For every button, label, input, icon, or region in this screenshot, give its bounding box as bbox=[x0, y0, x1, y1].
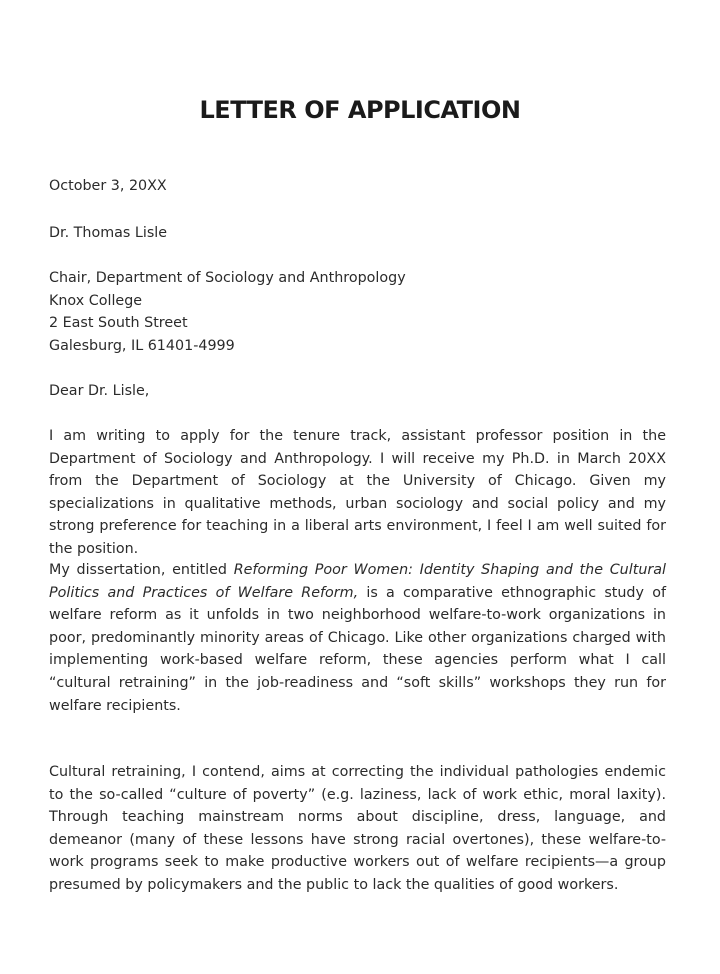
paragraph-rest: is a comparative ethnographic study of welfare reform as it unfolds in two neighborhood welfare-to-work organizations in poor, predominantly minority areas of Chicago. Like other organizations charged with implementing work-based welfare reform, these agencies perform what I call “cultural retraining” in the job-readiness and “soft skills” workshops they run for welfare recipients. bbox=[49, 584, 666, 714]
body-paragraph-1 bbox=[49, 425, 666, 561]
body-paragraph-2 bbox=[49, 559, 666, 717]
address-line: Galesburg, IL 61401-4999 bbox=[49, 337, 235, 354]
paragraph-text bbox=[49, 559, 666, 717]
address-line: 2 East South Street bbox=[49, 315, 188, 332]
address-line: Chair, Department of Sociology and Anthropology bbox=[49, 270, 406, 286]
letter-date: October 3, 20XX bbox=[49, 178, 167, 194]
recipient-name: Dr. Thomas Lisle bbox=[49, 225, 168, 241]
letter-title: LETTER OF APPLICATION bbox=[199, 96, 521, 124]
recipient-address bbox=[49, 267, 666, 357]
paragraph-text: I am writing to apply for the tenure track, assistant professor position in the Department of Sociology and Anthropology. I will receive my Ph.D. in March 20XX from the Department of Sociology at the University of Chicago. Given my specializations in qualitative methods, urban sociology and social policy and my strong preference for teaching in a liberal arts environment, I feel I am well suited for the position. bbox=[49, 428, 666, 557]
address-line: Knox College bbox=[49, 292, 143, 309]
paragraph-text: Cultural retraining, I contend, aims at correcting the individual pathologies endemic to the so-called “culture of poverty” (e.g. laziness, lack of work ethic, moral laxity). Through teaching mainstream norms about discipline, dress, language, and demeanor (many of these lessons have strong racial overtones), these welfare-to-work programs seek to make productive workers out of welfare recipients—a group presumed by policymakers and the public to lack the qualities of good workers. bbox=[49, 764, 666, 893]
dissertation-title: Reforming Poor Women: Identity Shaping and the Cultural Politics and Practices of Welfare Reform, bbox=[49, 562, 666, 601]
body-paragraph-3 bbox=[49, 761, 666, 897]
salutation: Dear Dr. Lisle, bbox=[49, 383, 150, 399]
paragraph-intro: My dissertation, entitled bbox=[49, 562, 234, 578]
